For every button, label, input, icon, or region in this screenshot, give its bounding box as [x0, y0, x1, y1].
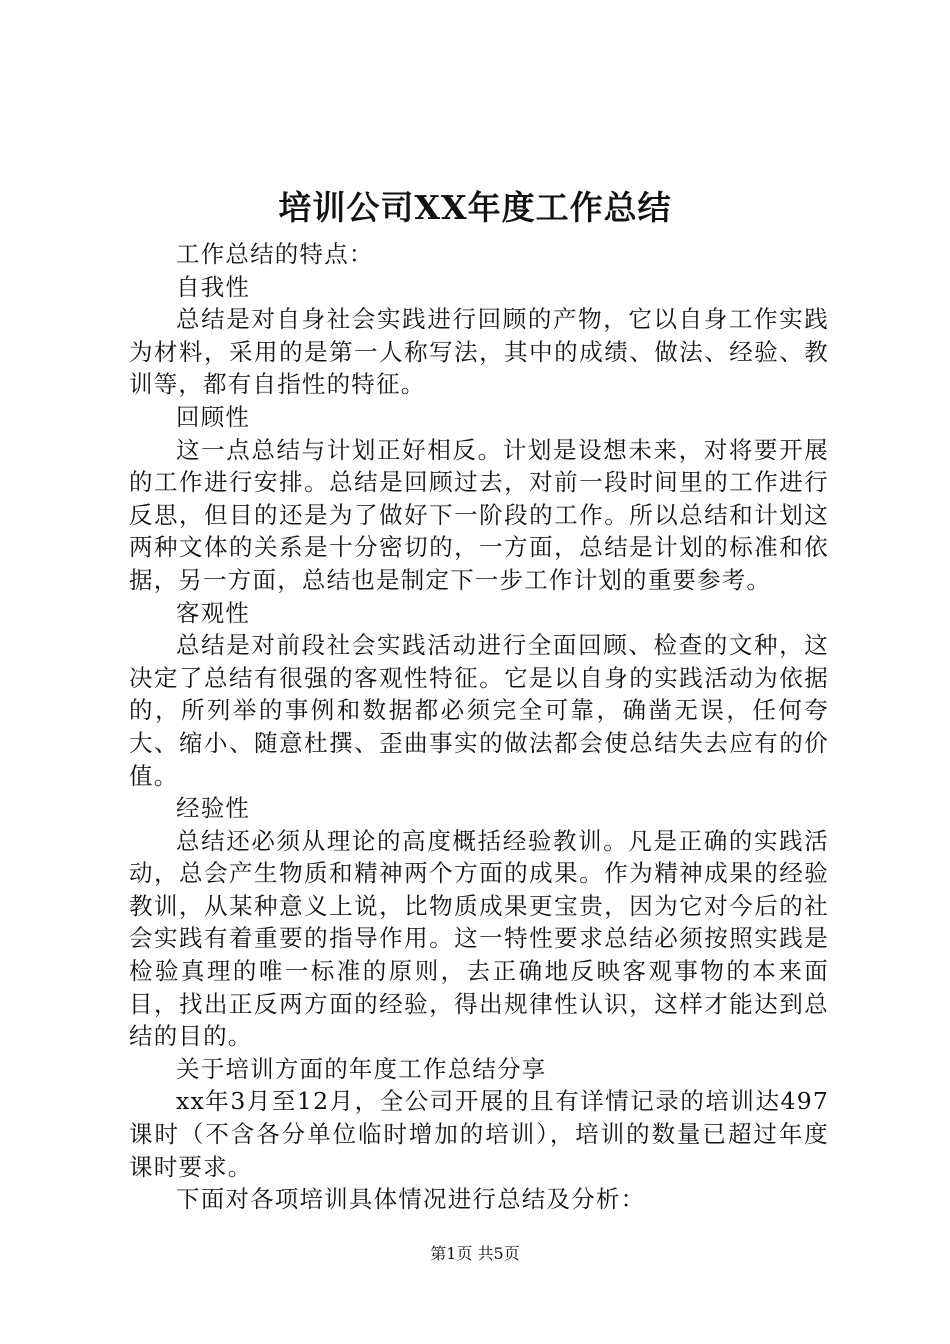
paragraph-self-body: 总结是对自身社会实践进行回顾的产物，它以自身工作实践为材料，采用的是第一人称写法，其中的成绩、做法、经验、教训等，都有自指性的特征。 — [129, 305, 829, 399]
paragraph-objective-body: 总结是对前段社会实践活动进行全面回顾、检查的文种，这决定了总结有很强的客观性特征。它是以自身的实践活动为依据的，所列举的事例和数据都必须完全可靠，确凿无误，任何夸大、缩小、随意杜撰、歪曲事实的做法都会使总结失去应有的价值。 — [129, 631, 829, 790]
paragraph-training-heading: 关于培训方面的年度工作总结分享 — [176, 1054, 547, 1083]
document-title: 培训公司XX年度工作总结 — [278, 188, 672, 227]
page-number: 第1页 共5页 — [430, 1244, 520, 1263]
paragraph-features-heading: 工作总结的特点： — [176, 240, 374, 268]
paragraph-analysis-intro: 下面对各项培训具体情况进行总结及分析： — [176, 1185, 646, 1214]
paragraph-heading-objective: 客观性 — [176, 598, 251, 627]
paragraph-heading-experience: 经验性 — [176, 794, 251, 823]
paragraph-experience-body: 总结还必须从理论的高度概括经验教训。凡是正确的实践活动，总会产生物质和精神两个方面的成果。作为精神成果的经验教训，从某种意义上说，比物质成果更宝贵，因为它对今后的社会实践有着重要的指导作用。这一特性要求总结必须按照实践是检验真理的唯一标准的原则，去正确地反映客观事物的本来面目，找出正反两方面的经验，得出规律性认识，这样才能达到总结的目的。 — [129, 826, 829, 1051]
document-body — [129, 238, 829, 1216]
paragraph-training-hours: xx年3月至12月，全公司开展的且有详情记录的培训达497课时（不含各分单位临时增加的培训），培训的数量已超过年度课时要求。 — [129, 1087, 829, 1181]
paragraph-review-body: 这一点总结与计划正好相反。计划是设想未来，对将要开展的工作进行安排。总结是回顾过去，对前一段时间里的工作进行反思，但目的还是为了做好下一阶段的工作。所以总结和计划这两种文体的关系是十分密切的，一方面，总结是计划的标准和依据，另一方面，总结也是制定下一步工作计划的重要参考。 — [129, 435, 829, 594]
paragraph-heading-self: 自我性 — [176, 272, 251, 301]
paragraph-heading-review: 回顾性 — [176, 402, 251, 431]
